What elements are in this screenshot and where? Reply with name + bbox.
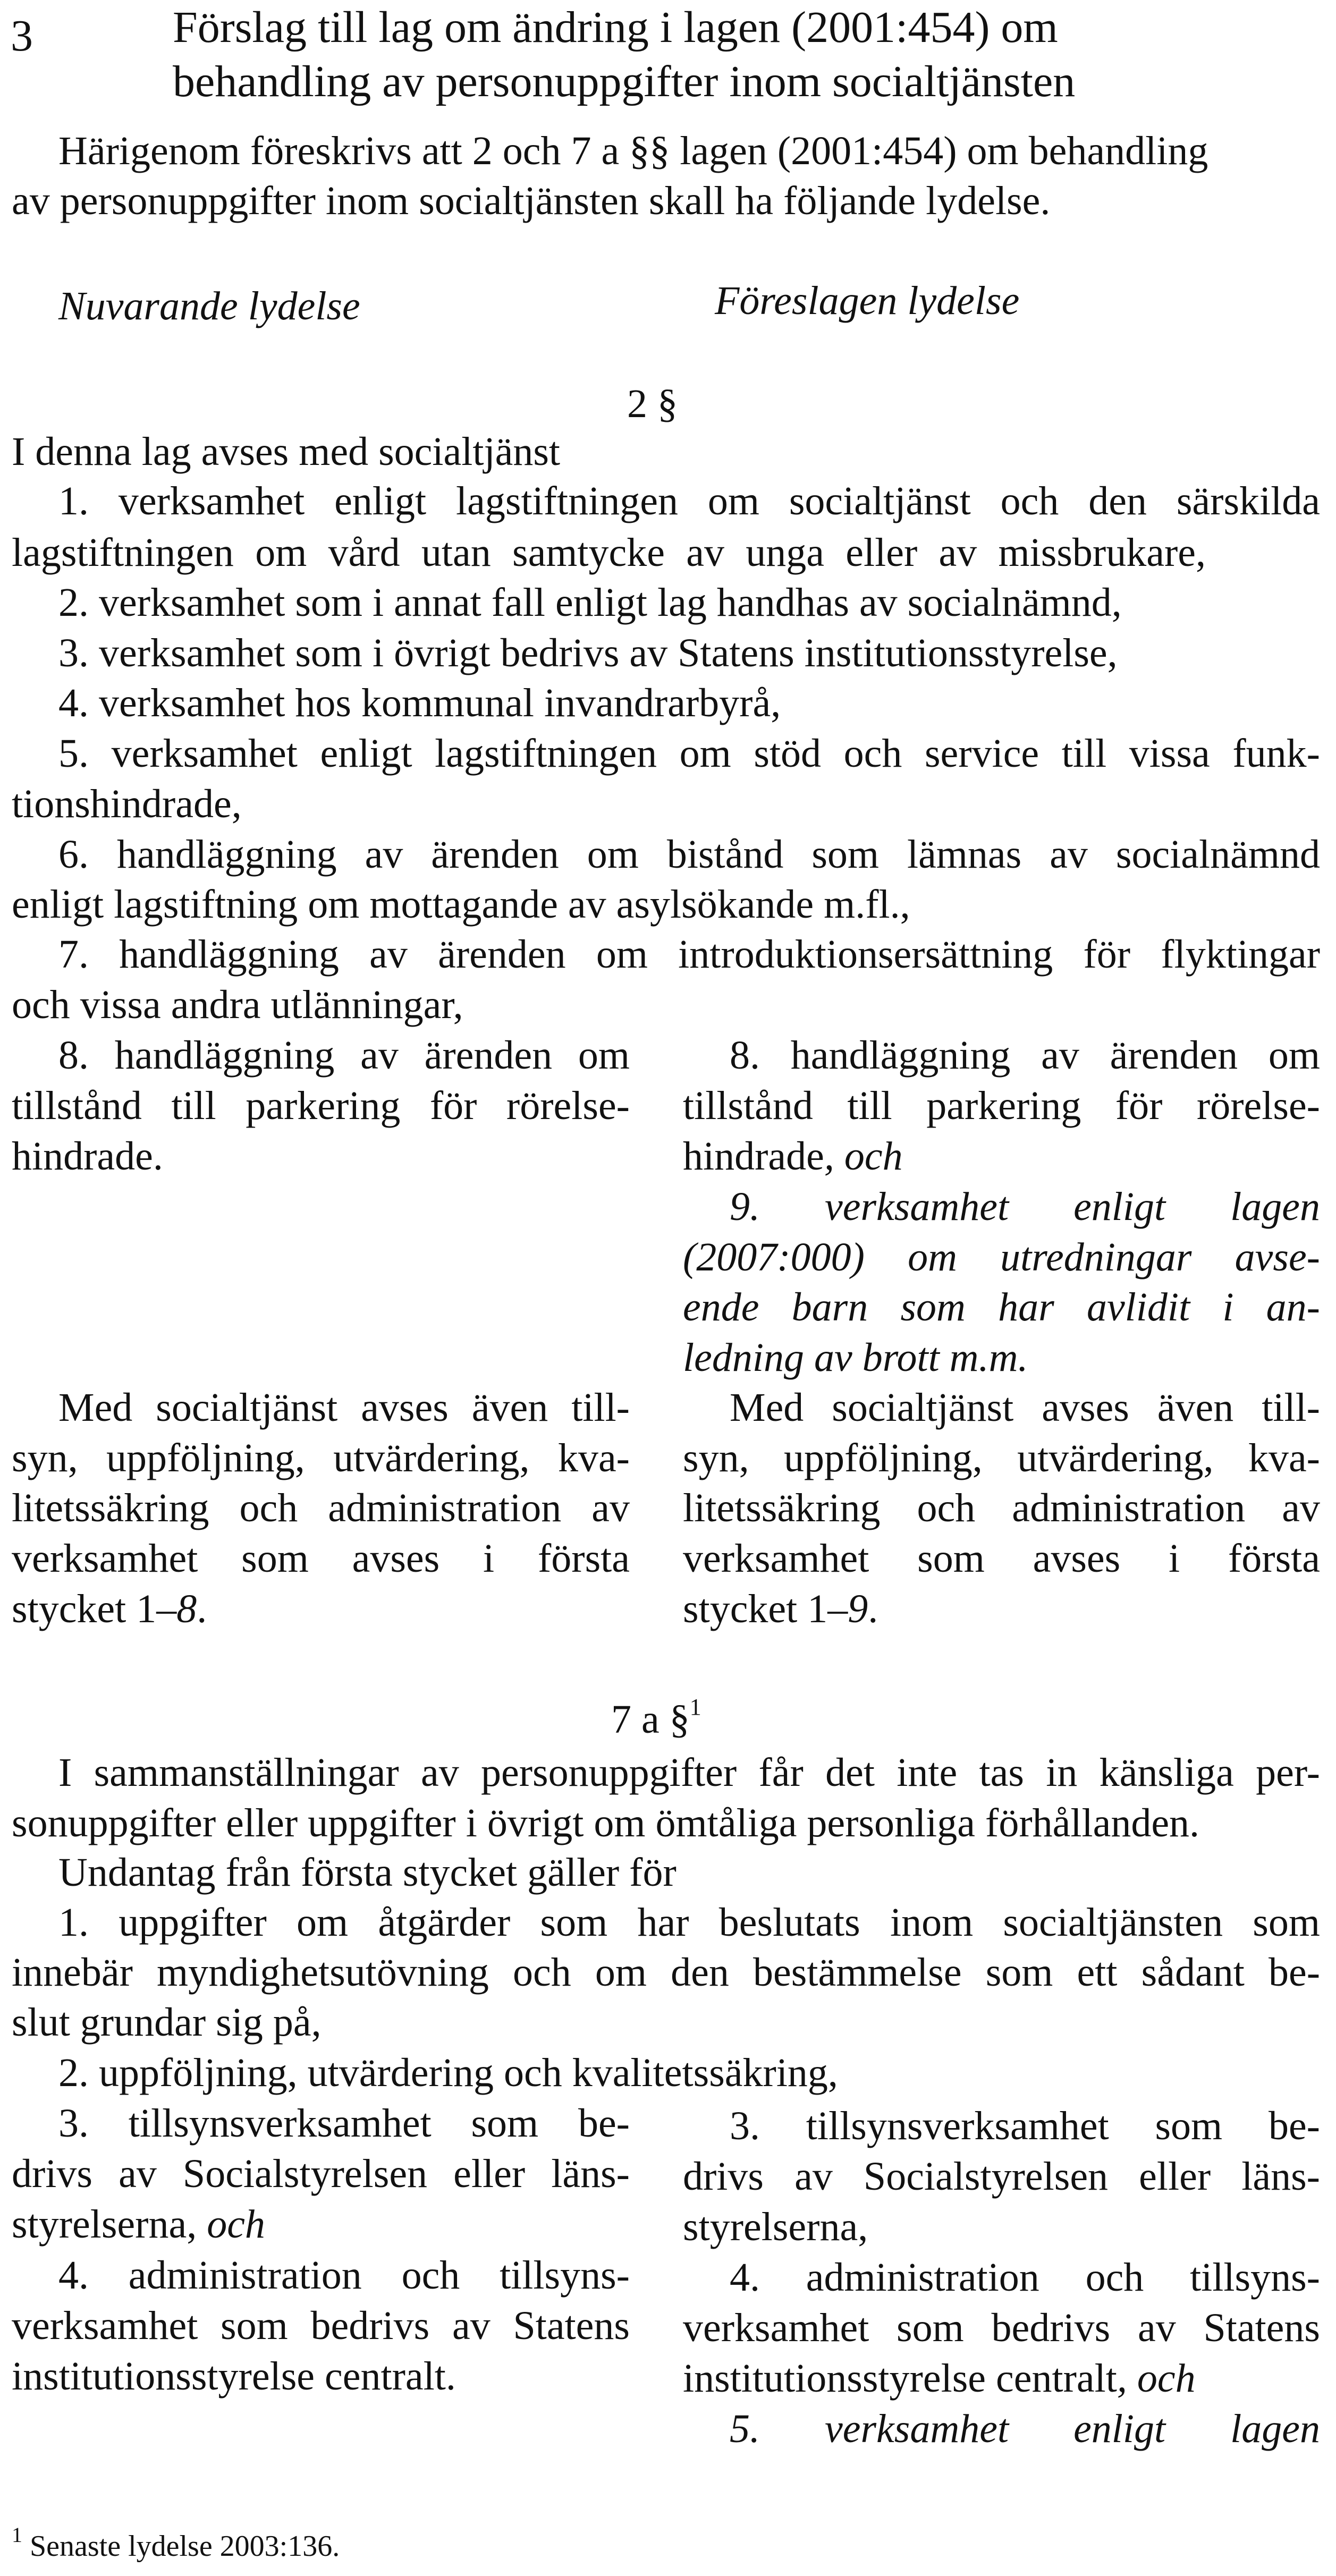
text-line: hindrade.: [12, 1134, 163, 1179]
text-line: verksamhet som bedrivs av Statens: [12, 2303, 630, 2348]
text-line: litetssäkring och administration av: [12, 1486, 630, 1530]
text-line: Med socialtjänst avses även till-: [730, 1385, 1320, 1430]
intro-line-2: av personuppgifter inom socialtjänsten skall ha följande lydelse.: [12, 179, 1051, 223]
text-fragment: .: [868, 1587, 878, 1631]
text-line: 4. verksamhet hos kommunal invandrarbyrå,: [58, 681, 781, 725]
amended-text-line: (2007:000) om utredningar avse-: [683, 1235, 1320, 1279]
text-line: litetssäkring och administration av: [683, 1486, 1320, 1530]
amended-text: , och: [824, 1134, 903, 1179]
text-line: [683, 1584, 878, 1633]
text-line: 4. administration och tillsyns-: [58, 2253, 630, 2298]
text-line: [12, 1584, 207, 1633]
footnote-mark: 1: [12, 2523, 22, 2547]
text-line: Undantag från första stycket gäller för: [58, 1850, 677, 1895]
text-line: I sammanställningar av personuppgifter får det inte tas in känsliga per-: [58, 1750, 1320, 1795]
text-line: 1. verksamhet enligt lagstiftningen om socialtjänst och den särskilda: [58, 479, 1320, 523]
text-fragment: stycket 1–: [683, 1587, 848, 1631]
section-2-lead: I denna lag avses med socialtjänst: [12, 429, 561, 474]
text-line: verksamhet som bedrivs av Statens: [683, 2306, 1320, 2350]
section-7a-label: [611, 1695, 701, 1750]
text-line: tillstånd till parkering för rörelse-: [683, 1083, 1320, 1128]
column-heading-current: Nuvarande lydelse: [58, 284, 360, 328]
text-line: 5. verksamhet enligt lagstiftningen om stöd och service till vissa funk-: [58, 731, 1320, 776]
text-fragment: institutionsstyrelse centralt: [683, 2356, 1117, 2401]
text-line: drivs av Socialstyrelsen eller läns-: [683, 2154, 1320, 2199]
text-line: verksamhet som avses i första: [12, 1536, 630, 1581]
text-line: 4. administration och tillsyns-: [730, 2255, 1320, 2300]
amended-text: 9: [848, 1587, 868, 1631]
text-line: 3. tillsynsverksamhet som be-: [58, 2101, 630, 2146]
text-line: drivs av Socialstyrelsen eller läns-: [12, 2151, 630, 2196]
text-line: [683, 1132, 903, 1181]
text-line: 2. uppföljning, utvärdering och kvalitetssäkring,: [58, 2050, 838, 2095]
footnote-text: Senaste lydelse 2003:136.: [30, 2530, 340, 2563]
section-number: 3: [11, 11, 33, 61]
text-line: lagstiftningen om vård utan samtycke av unga eller av missbrukare,: [12, 530, 1206, 575]
amended-text: , och: [1117, 2356, 1196, 2401]
text-line: [12, 2200, 265, 2249]
text-line: tionshindrade,: [12, 782, 242, 826]
text-line: sonuppgifter eller uppgifter i övrigt om ömtåliga personliga förhållanden.: [12, 1801, 1200, 1845]
text-line: styrelserna,: [683, 2205, 868, 2249]
text-line: institutionsstyrelse centralt.: [12, 2354, 456, 2399]
text-line: och vissa andra utlänningar,: [12, 982, 463, 1027]
heading-line-2: behandling av personuppgifter inom socialtjänsten: [173, 57, 1076, 106]
text-fragment: stycket 1–: [12, 1587, 177, 1631]
intro-line-1: Härigenom föreskrivs att 2 och 7 a §§ lagen (2001:454) om behandling: [58, 129, 1208, 173]
text-line: Med socialtjänst avses även till-: [58, 1385, 630, 1430]
text-line: 3. verksamhet som i övrigt bedrivs av Statens institutionsstyrelse,: [58, 631, 1118, 675]
text-line: 7. handläggning av ärenden om introduktionsersättning för flyktingar: [58, 932, 1320, 977]
heading-line-1: Förslag till lag om ändring i lagen (2001:454) om: [173, 3, 1058, 52]
amended-text-line: 9. verksamhet enligt lagen: [730, 1184, 1320, 1229]
text-line: 8. handläggning av ärenden om: [730, 1033, 1320, 1078]
text-line: 3. tillsynsverksamhet som be-: [730, 2104, 1320, 2148]
amended-text: och: [207, 2202, 265, 2247]
text-line: tillstånd till parkering för rörelse-: [12, 1083, 630, 1128]
text-line: 8. handläggning av ärenden om: [58, 1033, 630, 1078]
amended-text-line: ende barn som har avlidit i an-: [683, 1285, 1320, 1329]
text-line: syn, uppföljning, utvärdering, kva-: [12, 1436, 630, 1480]
text-line: enligt lagstiftning om mottagande av asylsökande m.fl.,: [12, 882, 910, 927]
text-fragment: styrelserna,: [12, 2202, 207, 2247]
footnote-reference: 1: [689, 1694, 701, 1720]
text-line: 6. handläggning av ärenden om bistånd som lämnas av socialnämnd: [58, 832, 1320, 877]
amended-text: 8: [176, 1587, 197, 1631]
text-line: slut grundar sig på,: [12, 2000, 322, 2045]
amended-text-line: 5. verksamhet enligt lagen: [730, 2406, 1320, 2451]
column-heading-proposed: Föreslagen lydelse: [715, 278, 1020, 323]
text-line: innebär myndighetsutövning och om den bestämmelse som ett sådant be-: [12, 1950, 1320, 1995]
text-line: verksamhet som avses i första: [683, 1536, 1320, 1581]
amended-text-line: ledning av brott m.m.: [683, 1335, 1028, 1380]
text-fragment: hindrade: [683, 1134, 824, 1179]
text-line: syn, uppföljning, utvärdering, kva-: [683, 1436, 1320, 1480]
text-line: 1. uppgifter om åtgärder som har beslutats inom socialtjänsten som: [58, 1900, 1320, 1945]
text-line: [683, 2354, 1196, 2403]
section-7a-label-text: 7 a §: [611, 1697, 690, 1742]
text-fragment: .: [197, 1587, 207, 1631]
text-line: 2. verksamhet som i annat fall enligt lag handhas av socialnämnd,: [58, 580, 1122, 625]
footnote: [12, 2523, 340, 2566]
section-2-label: 2 §: [627, 382, 678, 426]
